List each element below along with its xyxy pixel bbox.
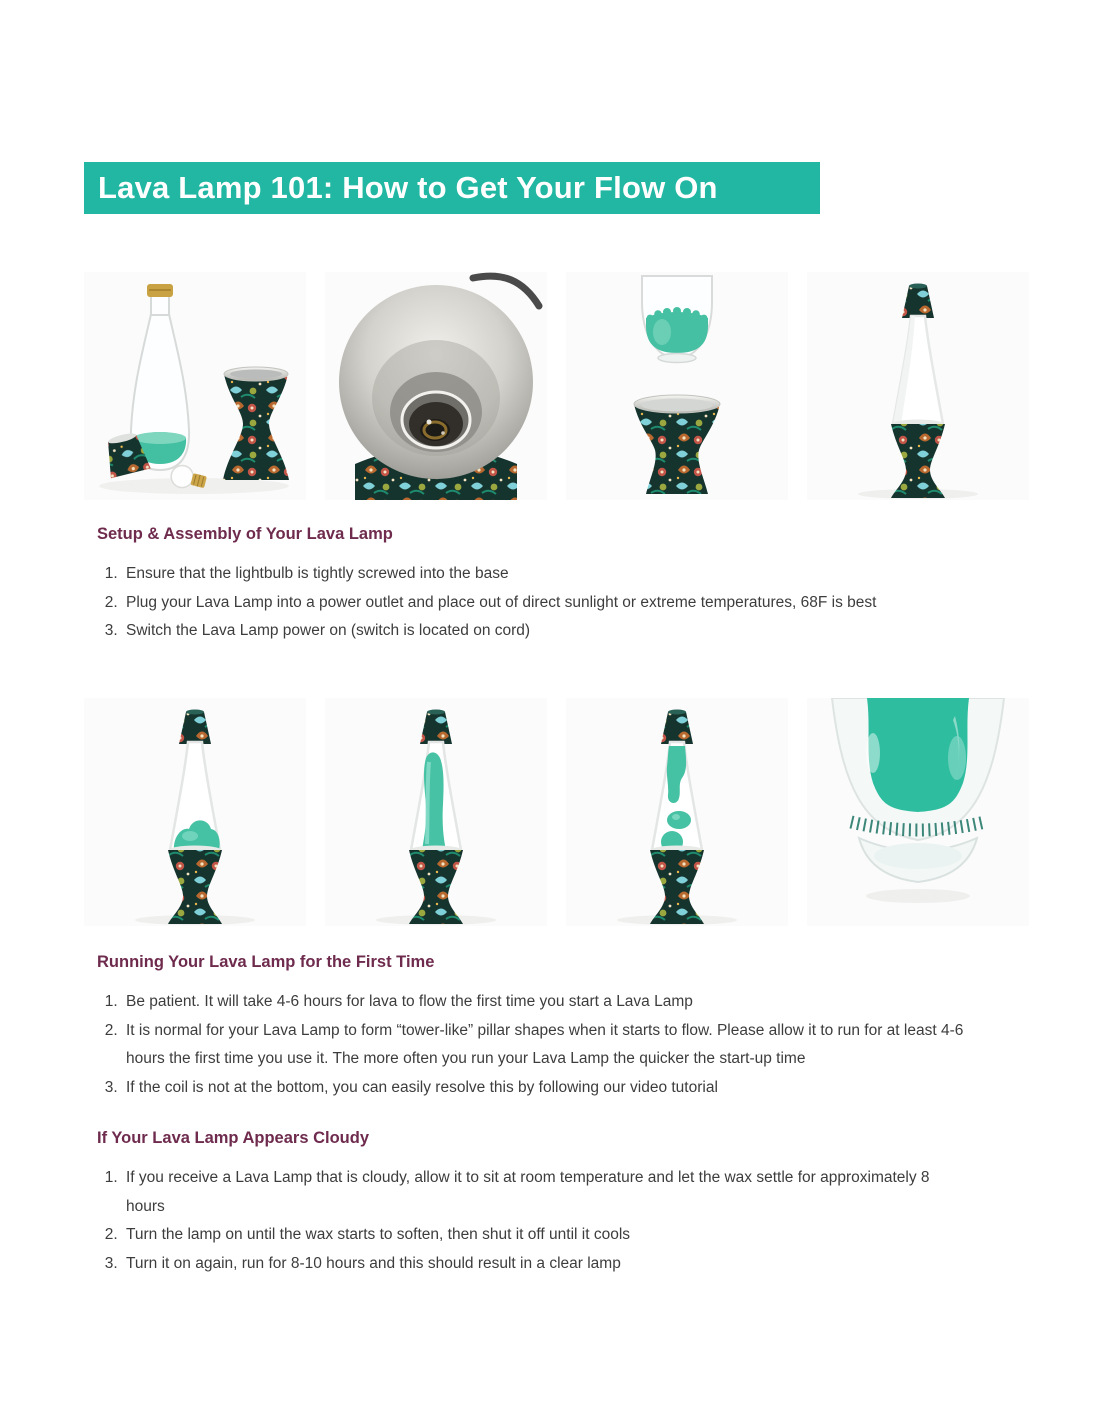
lamp-parts-illustration [84, 272, 306, 500]
section-appears-cloudy [97, 1128, 977, 1278]
photo-lamp-flowing-blobs [566, 698, 788, 926]
instruction-list [97, 988, 977, 1102]
photo-globe-bottom-coil-closeup [807, 698, 1029, 926]
list-item: 3. If the coil is not at the bottom, you can easily resolve this by following our video tutorial [122, 1074, 971, 1103]
page-title: Lava Lamp 101: How to Get Your Flow On [98, 170, 718, 205]
section-setup-assembly [97, 524, 977, 646]
lamp-tower-pillar-illustration [325, 698, 547, 926]
globe-onto-base-illustration [566, 272, 788, 500]
instruction-list [97, 560, 977, 646]
photo-lamp-wax-melting [84, 698, 306, 926]
photo-globe-lowered-onto-base [566, 272, 788, 500]
photo-lamp-parts-unassembled [84, 272, 306, 500]
instruction-list [97, 1164, 977, 1278]
photo-row-setup [84, 272, 1029, 500]
base-socket-illustration [325, 272, 547, 500]
list-item: 1. Ensure that the lightbulb is tightly screwed into the base [122, 560, 971, 589]
list-item: 3. Switch the Lava Lamp power on (switch is located on cord) [122, 617, 971, 646]
list-item: 1. Be patient. It will take 4-6 hours for lava to flow the first time you start a Lava Lamp [122, 988, 971, 1017]
assembled-lamp-illustration [807, 272, 1029, 500]
photo-row-first-run [84, 698, 1029, 926]
section-heading: Setup & Assembly of Your Lava Lamp [97, 525, 393, 543]
photo-base-socket-top-view [325, 272, 547, 500]
list-item: 1. If you receive a Lava Lamp that is cloudy, allow it to sit at room temperature and let the wax settle for approximately 8 hours [122, 1164, 971, 1221]
photo-lamp-tower-pillar [325, 698, 547, 926]
list-item: 3. Turn it on again, run for 8-10 hours and this should result in a clear lamp [122, 1250, 971, 1279]
section-heading: Running Your Lava Lamp for the First Time [97, 953, 435, 971]
list-item: 2. Turn the lamp on until the wax starts to soften, then shut it off until it cools [122, 1221, 971, 1250]
title-banner [84, 162, 820, 214]
list-item: 2. It is normal for your Lava Lamp to form “tower-like” pillar shapes when it starts to flow. Please allow it to run for at least 4-6 hours the first time you use it. The more often you run your Lava Lamp the quicker the start-up time [122, 1017, 971, 1074]
lamp-wax-melting-illustration [84, 698, 306, 926]
section-heading: If Your Lava Lamp Appears Cloudy [97, 1129, 370, 1147]
lamp-flowing-blobs-illustration [566, 698, 788, 926]
photo-assembled-lamp-glowing [807, 272, 1029, 500]
list-item: 2. Plug your Lava Lamp into a power outlet and place out of direct sunlight or extreme temperatures, 68F is best [122, 589, 971, 618]
coil-closeup-illustration [807, 698, 1029, 926]
section-running-first-time [97, 952, 977, 1102]
